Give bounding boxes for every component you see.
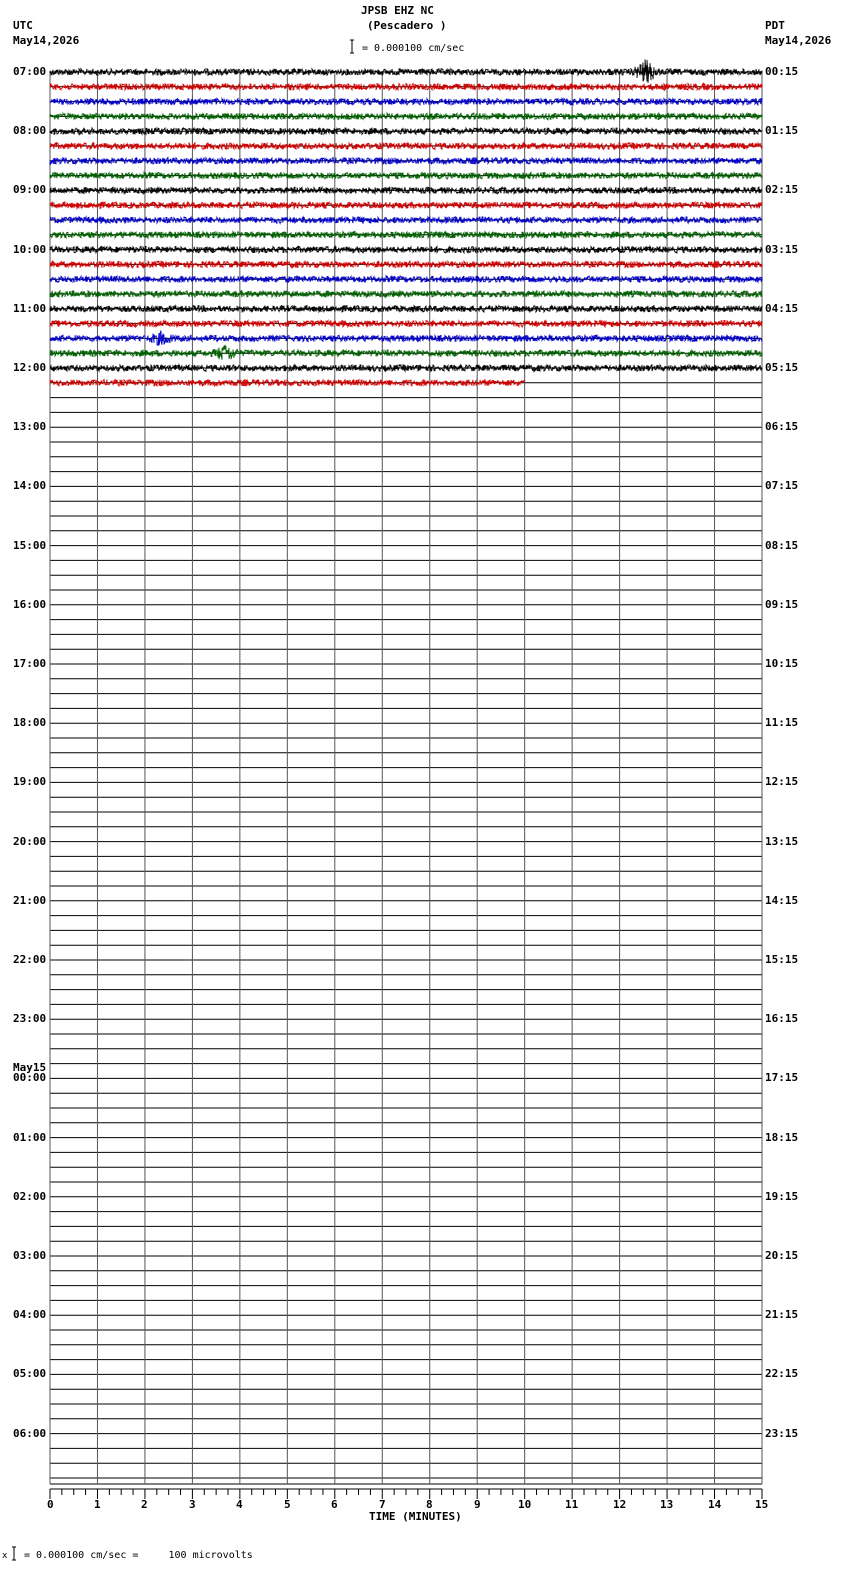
pdt-hour-label: 18:15	[765, 1131, 799, 1144]
utc-hour-label: 15:00	[13, 539, 47, 552]
scale-bar-icon	[350, 40, 354, 53]
pdt-date: May14,2026	[765, 34, 832, 47]
x-tick-label: 11	[565, 1498, 579, 1511]
utc-hour-label: 06:00	[13, 1427, 47, 1440]
grid-lines	[50, 72, 762, 1484]
pdt-hour-label: 08:15	[765, 539, 799, 552]
pdt-hour-label: 12:15	[765, 775, 799, 788]
x-tick-label: 8	[426, 1498, 433, 1511]
pdt-hour-label: 17:15	[765, 1071, 799, 1084]
utc-hour-label: 22:00	[13, 953, 47, 966]
pdt-hour-label: 00:15	[765, 65, 799, 78]
footer-scale-note: = 0.000100 cm/sec = 100 microvolts	[24, 1550, 253, 1561]
x-tick-label: 15	[755, 1498, 769, 1511]
utc-hour-label: 23:00	[13, 1012, 47, 1025]
trace-row-18	[50, 331, 762, 346]
utc-label: UTC	[13, 19, 33, 32]
utc-hour-label: 18:00	[13, 716, 47, 729]
trace-row-9	[50, 202, 762, 208]
seismic-traces	[50, 59, 762, 386]
utc-hour-label: 19:00	[13, 775, 47, 788]
x-tick-label: 12	[613, 1498, 627, 1511]
x-tick-label: 10	[518, 1498, 532, 1511]
utc-hour-label: 04:00	[13, 1308, 47, 1321]
utc-hour-label: 03:00	[13, 1249, 47, 1262]
pdt-hour-label: 19:15	[765, 1190, 799, 1203]
trace-row-2	[50, 98, 762, 104]
scale-bars	[12, 40, 354, 1560]
x-tick-label: 14	[708, 1498, 722, 1511]
utc-hour-label: 02:00	[13, 1190, 47, 1203]
trace-row-15	[50, 291, 762, 297]
trace-row-1	[50, 84, 762, 90]
utc-hour-label: 00:00	[13, 1071, 47, 1084]
pdt-hour-label: 20:15	[765, 1249, 799, 1262]
pdt-hour-label: 23:15	[765, 1427, 799, 1440]
trace-row-19	[50, 346, 762, 360]
utc-hour-label: 14:00	[13, 479, 47, 492]
pdt-hour-label: 15:15	[765, 953, 799, 966]
station-location: (Pescadero )	[367, 19, 447, 32]
pdt-hour-label: 09:15	[765, 598, 799, 611]
utc-hour-label: 05:00	[13, 1367, 47, 1380]
pdt-hour-label: 01:15	[765, 124, 799, 137]
x-tick-label: 3	[189, 1498, 196, 1511]
utc-hour-label: 12:00	[13, 361, 47, 374]
trace-row-4	[50, 128, 762, 134]
pdt-hour-label: 05:15	[765, 361, 799, 374]
trace-row-0	[50, 59, 762, 83]
trace-row-11	[50, 232, 762, 238]
utc-hour-label: 07:00	[13, 65, 47, 78]
utc-hour-label: 17:00	[13, 657, 47, 670]
x-tick-label: 5	[284, 1498, 291, 1511]
pdt-hour-label: 16:15	[765, 1012, 799, 1025]
trace-row-16	[50, 306, 762, 312]
x-axis-label: TIME (MINUTES)	[369, 1510, 462, 1523]
utc-hour-label: 11:00	[13, 302, 47, 315]
pdt-hour-label: 14:15	[765, 894, 799, 907]
x-tick-label: 6	[331, 1498, 338, 1511]
utc-hour-label: 01:00	[13, 1131, 47, 1144]
pdt-hour-label: 21:15	[765, 1308, 799, 1321]
date-change-label: May15	[13, 1061, 47, 1074]
pdt-label: PDT	[765, 19, 785, 32]
pdt-hour-label: 10:15	[765, 657, 799, 670]
pdt-hour-label: 02:15	[765, 183, 799, 196]
pdt-hour-label: 11:15	[765, 716, 799, 729]
footer-marker: x	[2, 1551, 8, 1561]
x-tick-label: 1	[94, 1498, 101, 1511]
pdt-hour-label: 06:15	[765, 420, 799, 433]
utc-hour-label: 09:00	[13, 183, 47, 196]
pdt-hour-label: 22:15	[765, 1367, 799, 1380]
utc-hour-label: 13:00	[13, 420, 47, 433]
trace-row-3	[50, 113, 762, 119]
utc-hour-label: 10:00	[13, 243, 47, 256]
x-tick-label: 9	[474, 1498, 481, 1511]
pdt-hour-label: 07:15	[765, 479, 799, 492]
x-tick-label: 7	[379, 1498, 386, 1511]
x-tick-label: 2	[141, 1498, 148, 1511]
x-tick-label: 4	[236, 1498, 243, 1511]
utc-hour-label: 21:00	[13, 894, 47, 907]
utc-hour-label: 16:00	[13, 598, 47, 611]
pdt-hour-label: 13:15	[765, 835, 799, 848]
x-tick-label: 13	[660, 1498, 674, 1511]
utc-hour-label: 08:00	[13, 124, 47, 137]
scale-label: = 0.000100 cm/sec	[362, 43, 465, 54]
footer-scale-bar-icon	[12, 1547, 16, 1560]
utc-hour-label: 20:00	[13, 835, 47, 848]
pdt-hour-label: 04:15	[765, 302, 799, 315]
station-title: JPSB EHZ NC	[361, 4, 434, 17]
utc-date: May14,2026	[13, 34, 80, 47]
pdt-hour-label: 03:15	[765, 243, 799, 256]
time-axis	[50, 1489, 762, 1499]
x-tick-label: 0	[47, 1498, 54, 1511]
